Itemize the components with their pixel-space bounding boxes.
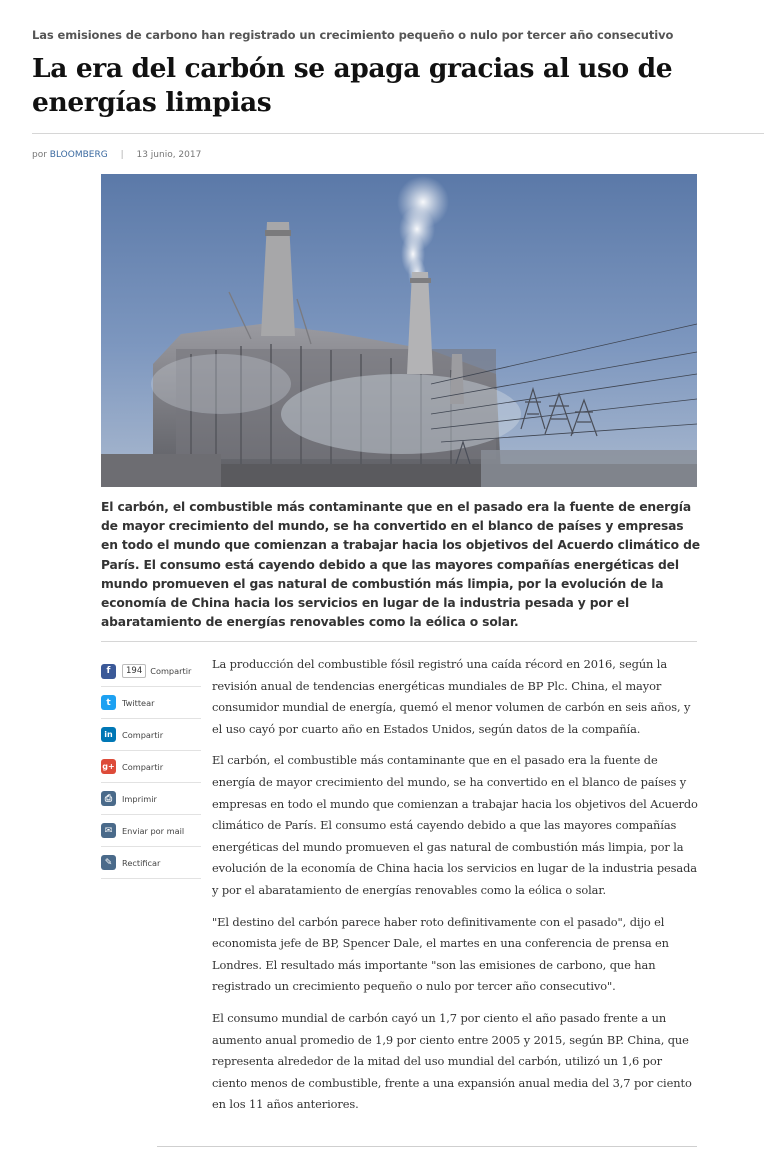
divider: [101, 641, 697, 642]
article-kicker: Las emisiones de carbono han registrado un crecimiento pequeño o nulo por tercer año consecutivo: [32, 28, 674, 42]
body-paragraph: El consumo mundial de carbón cayó un 1,7 por ciento el año pasado frente a un aumento anual promedio de 1,9 por ciento entre 2005 y 2015, según BP. China, que representa alrededor de la mitad del uso mundial del carbón, utilizó un 1,6 por ciento menos de combustible, frente a una expansión anual media del 3,7 por ciento en los 11 años anteriores.: [212, 1010, 692, 1112]
google-plus-icon: g+: [101, 759, 116, 774]
byline-prefix: por: [32, 150, 47, 160]
share-twitter-button[interactable]: [101, 687, 201, 719]
rectify-button[interactable]: [101, 847, 201, 879]
share-facebook-button[interactable]: [101, 656, 201, 687]
edit-icon: ✎: [101, 855, 116, 870]
article-body: [212, 654, 700, 1126]
twitter-icon: t: [101, 695, 116, 710]
email-button[interactable]: [101, 815, 201, 847]
print-icon: ⎙: [101, 791, 116, 806]
byline: [32, 150, 201, 160]
share-label: Rectificar: [122, 857, 161, 868]
byline-separator: |: [120, 150, 124, 160]
author-link[interactable]: BLOOMBERG: [49, 150, 108, 160]
article-lede: El carbón, el combustible más contaminante que en el pasado era la fuente de energía de mayor crecimiento del mundo, se ha convertido en el blanco de países y empresas en todo el mundo que comienzan a trabajar hacia los objetivos del Acuerdo climático de París. El consumo está cayendo debido a que las mayores compañías energéticas del mundo promueven el gas natural de combustión más limpia, por la evolución de la economía de China hacia los servicios en lugar de la industria pesada y por el abaratamiento de energías renovables como la eólica o solar.: [101, 500, 700, 630]
body-paragraph: El carbón, el combustible más contaminante que en el pasado era la fuente de energía de mayor crecimiento del mundo, se ha convertido en el blanco de países y empresas en todo el mundo que comienzan a trabajar hacia los objetivos del Acuerdo climático de París. El consumo está cayendo debido a que las mayores compañías energéticas del mundo promueven el gas natural de combustión más limpia, por la evolución de la economía de China hacia los servicios en lugar de la industria pesada y por el abaratamiento de energías renovables como la eólica o solar.: [212, 753, 698, 897]
share-label: Enviar por mail: [122, 825, 185, 836]
mail-icon: ✉: [101, 823, 116, 838]
article-headline: La era del carbón se apaga gracias al uso de energías limpias: [32, 53, 673, 118]
divider: [32, 133, 764, 134]
linkedin-icon: in: [101, 727, 116, 742]
share-label: Imprimir: [122, 793, 157, 804]
body-paragraph: "El destino del carbón parece haber roto definitivamente con el pasado", dijo el economista jefe de BP, Spencer Dale, el martes en una conferencia de prensa en Londres. El resultado más importante "son las emisiones de carbono, que han registrado un crecimiento pequeño o nulo por tercer año consecutivo".: [212, 914, 669, 994]
divider: [157, 1146, 697, 1147]
facebook-icon: f: [101, 664, 116, 679]
print-button[interactable]: [101, 783, 201, 815]
share-google-plus-button[interactable]: [101, 751, 201, 783]
hero-image: [101, 174, 697, 487]
share-label: Compartir: [150, 666, 192, 676]
share-label: Compartir: [122, 761, 164, 772]
share-label: Twittear: [122, 697, 155, 708]
share-panel: [101, 656, 201, 879]
publish-date: 13 junio, 2017: [136, 150, 202, 160]
share-linkedin-button[interactable]: [101, 719, 201, 751]
body-paragraph: La producción del combustible fósil registró una caída récord en 2016, según la revisión anual de tendencias energéticas mundiales de BP Plc. China, el mayor consumidor mundial de energía, quemó el menor volumen de carbón en seis años, y el uso cayó por cuarto año en Estados Unidos, según datos de la compañía.: [212, 657, 691, 736]
share-count: 194: [122, 664, 146, 678]
share-label: Compartir: [122, 729, 164, 740]
